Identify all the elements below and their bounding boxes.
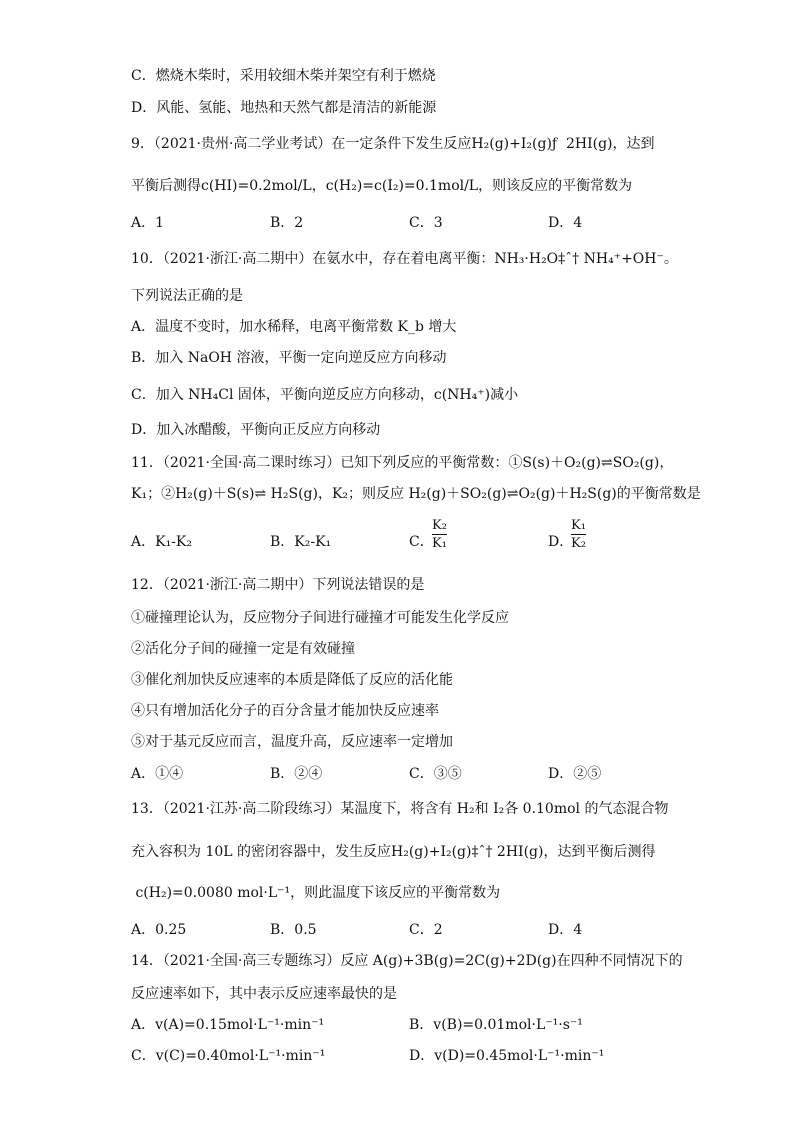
q11-option-a: A．K₁-K₂ — [131, 534, 192, 550]
q14-option-c: C．v(C)=0.40mol·L⁻¹·min⁻¹ — [131, 1048, 326, 1064]
q9-option-a: A．1 — [131, 215, 165, 231]
fraction-bar — [571, 534, 586, 535]
q12-statement-5: ⑤对于基元反应而言，温度升高，反应速率一定增加 — [131, 734, 453, 750]
q14-option-d: D．v(D)=0.45mol·L⁻¹·min⁻¹ — [409, 1048, 605, 1064]
q12-option-a: A．①④ — [131, 766, 184, 782]
q9-option-c: C．3 — [409, 215, 443, 231]
q11-option-d-denominator: K₂ — [571, 536, 586, 551]
q12-option-b: B．②④ — [270, 766, 323, 782]
q11-option-d-label: D． — [548, 534, 574, 550]
q10-stem-line1: 10．（2021·浙江·高二期中）在氨水中，存在着电离平衡：NH₃·H₂O‡ˆ† NH₄⁺+OH⁻。 — [131, 251, 678, 267]
q10-option-c: C．加入 NH₄Cl 固体，平衡向逆反应方向移动，c(NH₄⁺)减小 — [131, 387, 519, 403]
q13-stem-line2: 充入容积为 10L 的密闭容器中，发生反应H₂(g)+I₂(g)‡ˆ† 2HI(g)，达到平衡后测得 — [131, 844, 656, 860]
q11-option-d-fraction — [571, 518, 586, 551]
q14-option-a: A．v(A)=0.15mol·L⁻¹·min⁻¹ — [131, 1017, 325, 1033]
q12-option-c: C．③⑤ — [409, 766, 462, 782]
q12-option-d: D．②⑤ — [548, 766, 602, 782]
q13-option-b: B．0.5 — [270, 922, 317, 938]
q12-stem: 12．（2021·浙江·高二期中）下列说法错误的是 — [131, 577, 425, 593]
q10-option-d: D．加入冰醋酸，平衡向正反应方向移动 — [131, 422, 381, 438]
q14-stem-line1: 14．（2021·全国·高三专题练习）反应 A(g)+3B(g)=2C(g)+2D(g)在四种不同情况下的 — [131, 953, 683, 969]
q8-option-c: C．燃烧木柴时，采用较细木柴并架空有利于燃烧 — [131, 68, 436, 84]
q10-option-a: A．温度不变时，加水稀释，电离平衡常数 K_b 增大 — [131, 319, 457, 335]
q13-stem-line3: c(H₂)=0.0080 mol·L⁻¹，则此温度下该反应的平衡常数为 — [131, 885, 501, 901]
q10-option-b: B．加入 NaOH 溶液，平衡一定向逆反应方向移动 — [131, 350, 447, 366]
q8-option-d: D．风能、氢能、地热和天然气都是清洁的新能源 — [131, 100, 437, 116]
q14-stem-line2: 反应速率如下，其中表示反应速率最快的是 — [131, 986, 397, 1002]
fraction-bar — [432, 534, 447, 535]
q13-stem-line1: 13．（2021·江苏·高二阶段练习）某温度下，将含有 H₂和 I₂各 0.10mol 的气态混合物 — [131, 801, 669, 817]
q11-option-c-denominator: K₁ — [432, 536, 447, 551]
q12-statement-1: ①碰撞理论认为，反应物分子间进行碰撞才可能发生化学反应 — [131, 610, 509, 626]
q11-option-c-label: C． — [409, 534, 434, 550]
q13-option-a: A．0.25 — [131, 922, 187, 938]
q10-stem-line2: 下列说法正确的是 — [131, 288, 243, 304]
q11-stem-line2: K₁；②H₂(g)＋S(s)⇌ H₂S(g)，K₂；则反应 H₂(g)＋SO₂(g)⇌O₂(g)＋H₂S(g)的平衡常数是 — [131, 486, 701, 502]
q11-option-c-fraction — [432, 518, 447, 551]
q11-option-d-numerator: K₁ — [571, 518, 586, 533]
q9-stem-line1: 9．（2021·贵州·高二学业考试）在一定条件下发生反应H₂(g)+I₂(g)ƒ 2HI(g)，达到 — [131, 136, 655, 152]
q11-option-c-numerator: K₂ — [432, 518, 447, 533]
q13-option-c: C．2 — [409, 922, 443, 938]
q13-option-d: D．4 — [548, 922, 583, 938]
q11-stem-line1: 11．（2021·全国·高二课时练习）已知下列反应的平衡常数：①S(s)＋O₂(g)⇌SO₂(g)， — [131, 455, 674, 471]
q9-stem-line2: 平衡后测得c(HI)=0.2mol/L，c(H₂)=c(I₂)=0.1mol/L，则该反应的平衡常数为 — [131, 178, 633, 194]
q9-option-d: D．4 — [548, 215, 583, 231]
q9-option-b: B．2 — [270, 215, 304, 231]
q11-option-b: B．K₂-K₁ — [270, 534, 332, 550]
q14-option-b: B．v(B)=0.01mol·L⁻¹·s⁻¹ — [409, 1017, 583, 1033]
q12-statement-4: ④只有增加活化分子的百分含量才能加快反应速率 — [131, 703, 439, 719]
q12-statement-3: ③催化剂加快反应速率的本质是降低了反应的活化能 — [131, 672, 453, 688]
q12-statement-2: ②活化分子间的碰撞一定是有效碰撞 — [131, 641, 355, 657]
